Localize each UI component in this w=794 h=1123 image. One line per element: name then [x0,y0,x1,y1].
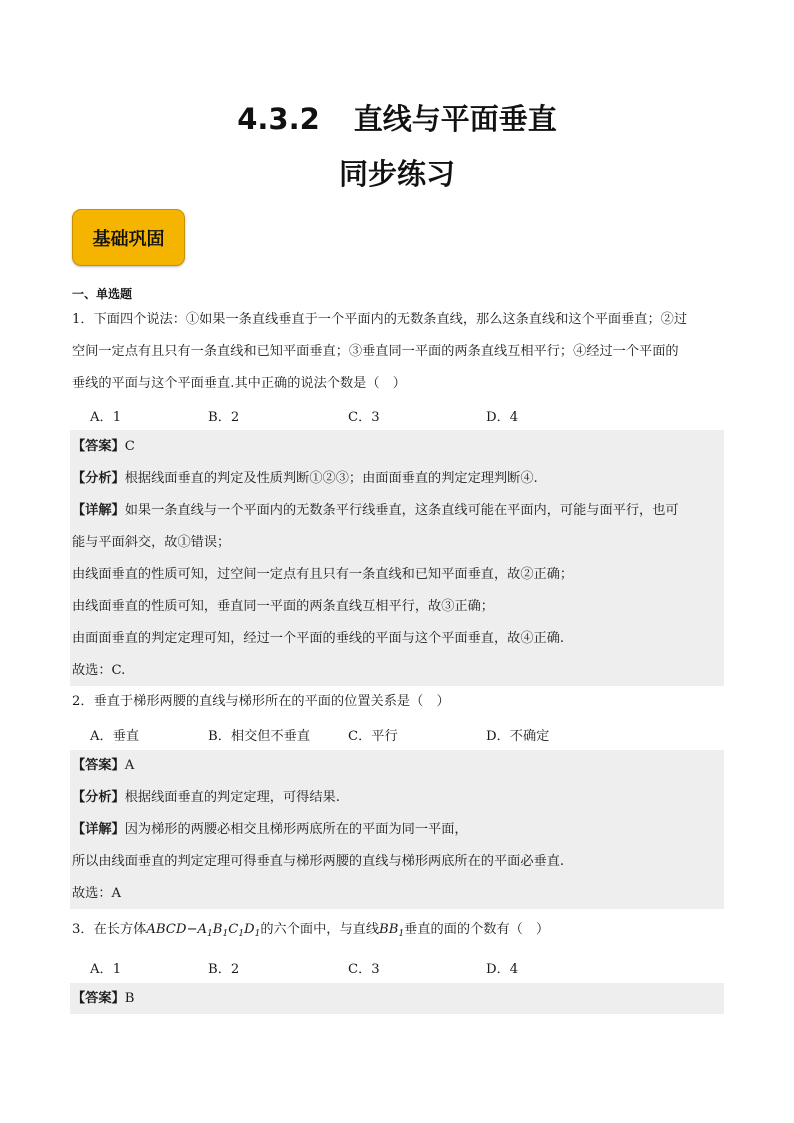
q3-subscript: 1 [398,929,405,939]
q3-subscript: 1 [207,929,213,939]
q1-analysis-label: 【分析】 [72,471,125,486]
q3-vertex-a1: A [197,922,208,937]
q2-analysis-label: 【分析】 [72,790,125,805]
q3-vertex-c1: C [228,922,239,937]
q1-detail [72,502,724,520]
q3-stem [72,921,724,943]
q3-stem-mid: 的六个面中，与直线 [260,922,380,937]
q1-answer [72,438,724,456]
q3-solid-name: ABCD [146,922,187,937]
q1-detail-line-2: 能与平面斜交，故①错误； [72,535,231,550]
basic-consolidation-badge: 基础巩固 [72,209,185,266]
q1-analysis [72,470,724,488]
q2-analysis [72,789,724,807]
q3-answer-value: B [124,991,135,1006]
q1-detail-line-1: 如果一条直线与一个平面内的无数条平行线垂直，这条直线可能在平面内，可能与面平行，也可 [124,503,679,518]
q1-detail-line-3: 由线面垂直的性质可知，过空间一定点有且只有一条直线和已知平面垂直，故②正确； [72,567,574,582]
q1-option-d: D．4 [486,410,519,425]
q2-option-c: C．平行 [348,729,398,744]
q1-detail-line-5: 由面面垂直的判定定理可知，经过一个平面的垂线的平面与这个平面垂直，故④正确. [72,631,565,646]
q2-answer [72,757,724,775]
page-title [0,97,794,138]
q2-option-a: A．垂直 [90,729,140,744]
q3-stem-suffix: 垂直的面的个数有（ ） [404,922,550,937]
q3-line-name: BB [379,922,399,937]
q1-detail-line-4: 由线面垂直的性质可知，垂直同一平面的两条直线互相平行，故③正确； [72,599,494,614]
q2-answer-value: A [124,758,135,773]
q1-stem-line-2: 空间一定点有且只有一条直线和已知平面垂直；③垂直同一平面的两条直线互相平行；④经过一个平面的 [72,344,679,359]
q1-option-a: A．1 [90,410,122,425]
q2-analysis-text: 根据线面垂直的判定定理，可得结果. [124,790,340,805]
q3-option-c: C．3 [348,962,380,977]
q3-option-d: D．4 [486,962,519,977]
q1-option-c: C．3 [348,410,380,425]
q1-stem-line-1: 1．下面四个说法：①如果一条直线垂直于一个平面内的无数条直线，那么这条直线和这个平面垂直；②过 [72,312,688,327]
q1-answer-label: 【答案】 [72,439,125,454]
q3-answer-label: 【答案】 [72,991,125,1006]
q1-stem-line-3: 垂线的平面与这个平面垂直.其中正确的说法个数是（ ） [72,376,406,391]
q2-stem: 2．垂直于梯形两腰的直线与梯形所在的平面的位置关系是（ ） [72,694,450,709]
q3-answer [72,990,724,1008]
q2-answer-label: 【答案】 [72,758,125,773]
q1-analysis-text: 根据线面垂直的判定及性质判断①②③；由面面垂直的判定定理判断④. [124,471,538,486]
q3-stem-prefix: 3．在长方体 [72,922,147,937]
q3-solid-dash: − [186,922,198,937]
q1-option-b: B．2 [208,410,240,425]
q1-conclusion: 故选：C. [72,663,126,678]
q3-subscript: 1 [222,929,229,939]
q2-option-d: D．不确定 [486,729,550,744]
q1-answer-value: C [124,439,135,454]
q1-detail-label: 【详解】 [72,503,125,518]
q3-subscript: 1 [238,929,245,939]
q3-subscript: 1 [254,929,261,939]
q2-conclusion: 故选：A [72,886,122,901]
title-text: 直线与平面垂直 [353,102,557,136]
q3-vertex-d1: D [244,922,255,937]
q3-option-b: B．2 [208,962,240,977]
q2-detail-line-1: 因为梯形的两腰必相交且梯形两底所在的平面为同一平面， [124,822,468,837]
q2-option-b: B．相交但不垂直 [208,729,311,744]
q2-detail [72,821,724,839]
q3-option-a: A．1 [90,962,122,977]
page-subtitle: 同步练习 [338,157,455,191]
q2-detail-label: 【详解】 [72,822,125,837]
q3-vertex-b1: B [212,922,223,937]
section-number: 4.3.2 [237,102,320,136]
q2-detail-line-2: 所以由线面垂直的判定定理可得垂直与梯形两腰的直线与梯形两底所在的平面必垂直. [72,854,565,869]
section-heading: 一、单选题 [72,287,133,301]
